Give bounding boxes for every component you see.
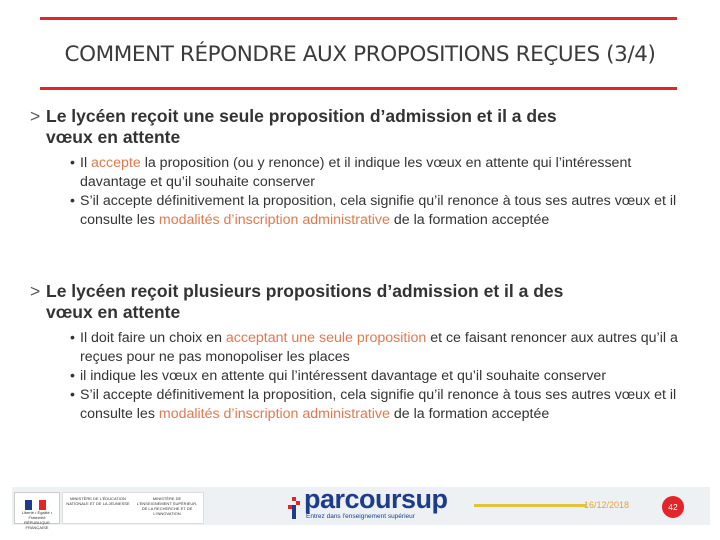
page-title: COMMENT RÉPONDRE AUX PROPOSITIONS REÇUES (3/4)	[64, 42, 656, 67]
page-number-badge: 42	[662, 496, 684, 518]
arrow-bullet-icon: >	[30, 281, 41, 301]
list-item: • Il doit faire un choix en acceptant une seule proposition et ce faisant renoncer aux autres qu’il a reçues pour ne pas monopoliser les places	[70, 330, 678, 365]
parcoursup-tagline: Entrez dans l'enseignement supérieur	[306, 513, 415, 520]
section-1-heading-line2: vœux en attente	[46, 127, 181, 147]
bullet-dot-icon: •	[70, 368, 75, 384]
footer-bar	[12, 484, 710, 530]
title-top-rule	[40, 17, 677, 20]
ministry-2-name: MINISTÈRE DE L'ENSEIGNEMENT SUPÉRIEUR, DE LA RECHERCHE ET DE L'INNOVATION	[136, 496, 198, 516]
bullet-dot-icon: •	[70, 155, 75, 171]
parcoursup-arrow-icon	[286, 497, 302, 519]
section-1-heading-line1: Le lycéen reçoit une seule proposition d’admission et il a des	[46, 106, 557, 126]
section-2-heading	[30, 281, 690, 323]
section-1-heading	[30, 106, 690, 148]
republique-francaise-logo	[14, 492, 60, 530]
parcoursup-wordmark: parcoursup	[304, 484, 448, 514]
section-2-heading-line2: vœux en attente	[46, 302, 181, 322]
ministry-1-name: MINISTÈRE DE L'ÉDUCATION NATIONALE ET DE LA JEUNESSE	[66, 496, 130, 506]
highlight-acceptant: acceptant une seule proposition	[225, 330, 427, 346]
highlight-modalites: modalités d’inscription administrative	[158, 406, 390, 422]
bullet-dot-icon: •	[70, 387, 75, 403]
parcoursup-logo	[282, 484, 462, 525]
list-item: • il indique les vœux en attente qui l’intéressent davantage et qu’il souhaite conserver	[70, 368, 607, 384]
section-1-list	[70, 154, 695, 230]
list-item: • S’il accepte définitivement la proposition, cela signifie qu’il renonce à tous ses autres vœux et il consulte les modalités d’inscription administrative de la formation acceptée	[70, 193, 677, 228]
republic-motto: Liberté • Égalité • Fraternité RÉPUBLIQUE FRANÇAISE	[21, 510, 53, 530]
highlight-modalites: modalités d’inscription administrative	[158, 212, 390, 228]
list-item: • S’il accepte définitivement la proposition, cela signifie qu’il renonce à tous ses autres vœux et il consulte les modalités d’inscription administrative de la formation acceptée	[70, 387, 677, 422]
arrow-bullet-icon: >	[30, 106, 41, 126]
footer-divider-line	[474, 504, 586, 507]
section-2-heading-line1: Le lycéen reçoit plusieurs propositions d’admission et il a des	[46, 281, 564, 301]
bullet-dot-icon: •	[70, 193, 75, 209]
ministries-logo	[62, 492, 204, 524]
flag-icon	[25, 497, 47, 507]
footer-date: 16/12/2018	[584, 500, 630, 510]
section-2-list	[70, 329, 695, 424]
highlight-accepte: accepte	[91, 155, 141, 171]
bullet-dot-icon: •	[70, 330, 75, 346]
list-item: • Il accepte la proposition (ou y renonce) et il indique les vœux en attente qui l’intéressent davantage et qu’il souhaite conserver	[70, 155, 632, 190]
title-bottom-rule	[40, 87, 677, 90]
